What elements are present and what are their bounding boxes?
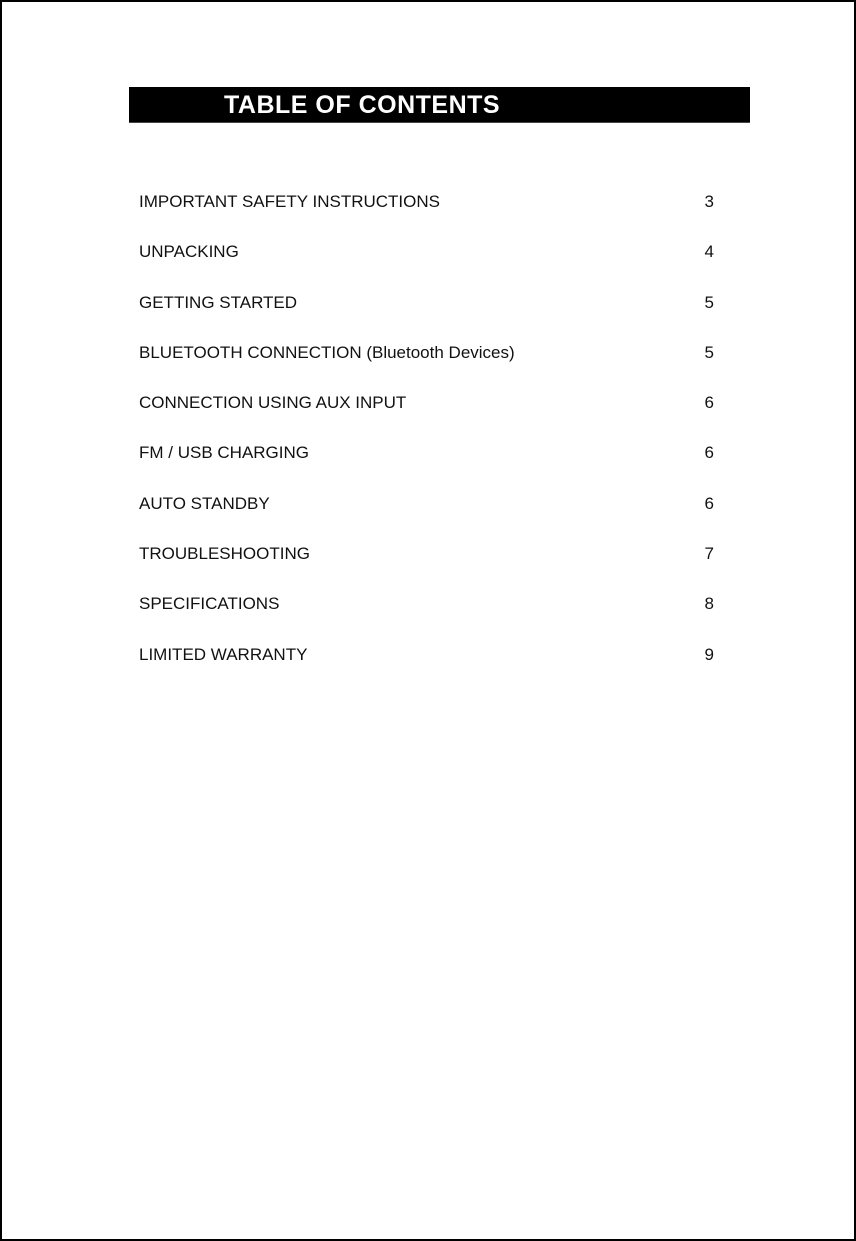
toc-entry-label: TROUBLESHOOTING (139, 544, 310, 564)
toc-entry-label: CONNECTION USING AUX INPUT (139, 393, 407, 413)
toc-entry-page-number: 7 (704, 544, 714, 564)
toc-entry-label: FM / USB CHARGING (139, 443, 310, 463)
toc-entry-limited-warranty[interactable] (139, 644, 715, 694)
toc-entry-page-number: 5 (704, 342, 714, 362)
toc-entry-auto-standby[interactable] (139, 493, 715, 543)
title-banner (129, 87, 750, 123)
toc-entry-page-number: 6 (704, 493, 714, 513)
toc-entry-label: LIMITED WARRANTY (139, 644, 308, 664)
toc-entry-page-number: 4 (704, 242, 714, 262)
toc-entry-bluetooth-connection[interactable] (139, 342, 715, 392)
toc-list (139, 191, 715, 694)
toc-entry-page-number: 6 (704, 443, 714, 463)
toc-entry-label: SPECIFICATIONS (139, 594, 280, 614)
toc-entry-unpacking[interactable] (139, 241, 715, 291)
toc-entry-label: BLUETOOTH CONNECTION (Bluetooth Devices) (139, 342, 515, 362)
toc-entry-label: UNPACKING (139, 242, 239, 262)
toc-entry-page-number: 3 (704, 192, 714, 211)
toc-entry-page-number: 6 (704, 393, 714, 413)
toc-entry-label: AUTO STANDBY (139, 493, 270, 513)
toc-entry-page-number: 8 (704, 594, 714, 614)
toc-entry-aux-input[interactable] (139, 392, 715, 442)
toc-entry-fm-usb-charging[interactable] (139, 442, 715, 492)
toc-entry-page-number: 9 (704, 644, 714, 664)
toc-entry-page-number: 5 (704, 292, 714, 312)
toc-entry-specifications[interactable] (139, 593, 715, 643)
toc-entry-safety-instructions[interactable] (139, 191, 715, 241)
page-title: TABLE OF CONTENTS (224, 91, 501, 119)
toc-entry-label: IMPORTANT SAFETY INSTRUCTIONS (139, 192, 440, 211)
toc-entry-getting-started[interactable] (139, 292, 715, 342)
toc-entry-label: GETTING STARTED (139, 292, 298, 312)
toc-entry-troubleshooting[interactable] (139, 543, 715, 593)
